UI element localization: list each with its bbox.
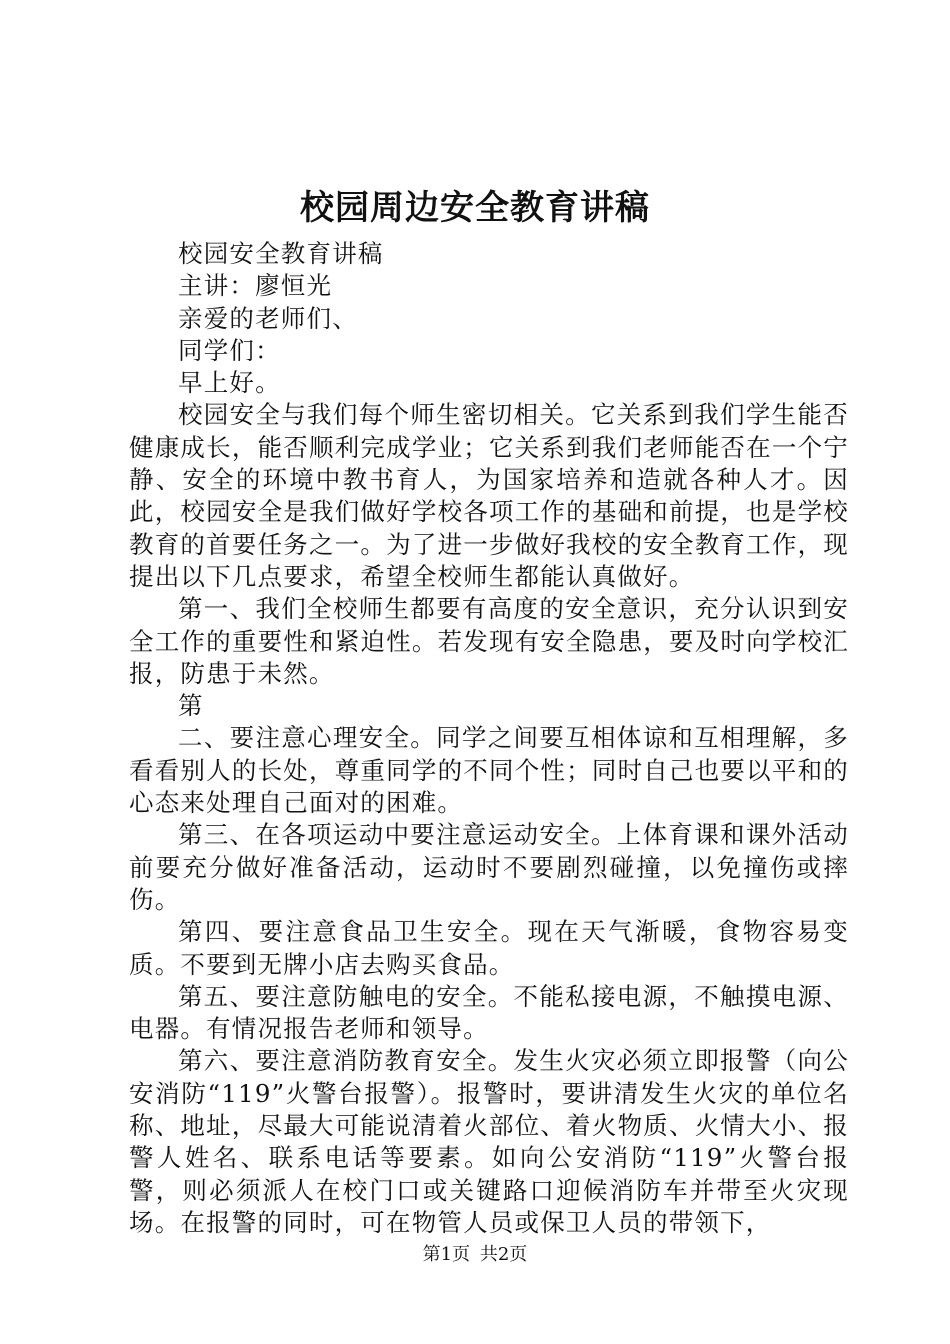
paragraph: 早上好。 bbox=[178, 368, 281, 398]
paragraph: 校园安全与我们每个师生密切相关。它关系到我们学生能否健康成长，能否顺利完成学业；它关系到我们老师能否在一个宁静、安全的环境中教书育人，为国家培养和造就各种人才。因此，校园安全是我们做好学校各项工作的基础和前提，也是学校教育的首要任务之一。为了进一步做好我校的安全教育工作，现提出以下几点要求，希望全校师生都能认真做好。 bbox=[129, 400, 849, 591]
paragraph: 第三、在各项运动中要注意运动安全。上体育课和课外活动前要充分做好准备活动，运动时不要剧烈碰撞，以免撞伤或摔伤。 bbox=[129, 820, 849, 914]
paragraph: 亲爱的老师们、 bbox=[178, 303, 358, 333]
paragraph: 第 bbox=[178, 691, 204, 721]
paragraph: 第四、要注意食品卫生安全。现在天气渐暖，食物容易变质。不要到无牌小店去购买食品。 bbox=[129, 917, 849, 979]
page-total: 共2页 bbox=[479, 1244, 528, 1265]
document-title: 校园周边安全教育讲稿 bbox=[300, 188, 650, 228]
document-body bbox=[129, 238, 849, 1239]
page-number: 第1页 bbox=[422, 1244, 471, 1265]
page-footer bbox=[0, 1243, 950, 1267]
paragraph: 二、要注意心理安全。同学之间要互相体谅和互相理解，多看看别人的长处，尊重同学的不同个性；同时自己也要以平和的心态来处理自己面对的困难。 bbox=[129, 723, 849, 818]
paragraph: 同学们： bbox=[178, 335, 281, 365]
paragraph: 第五、要注意防触电的安全。不能私接电源，不触摸电源、电器。有情况报告老师和领导。 bbox=[129, 981, 849, 1044]
paragraph: 校园安全教育讲稿 bbox=[178, 239, 384, 268]
paragraph: 第六、要注意消防教育安全。发生火灾必须立即报警（向公安消防“119”火警台报警）。报警时，要讲清发生火灾的单位名称、地址，尽最大可能说清着火部位、着火物质、火情大小、报警人姓名、联系电话等要素。如向公安消防“119”火警台报警，则必须派人在校门口或关键路口迎候消防车并带至火灾现场。在报警的同时，可在物管人员或保卫人员的带领下， bbox=[129, 1046, 849, 1237]
paragraph: 第一、我们全校师生都要有高度的安全意识，充分认识到安全工作的重要性和紧迫性。若发现有安全隐患，要及时向学校汇报，防患于未然。 bbox=[129, 594, 849, 688]
paragraph: 主讲：廖恒光 bbox=[178, 271, 333, 301]
